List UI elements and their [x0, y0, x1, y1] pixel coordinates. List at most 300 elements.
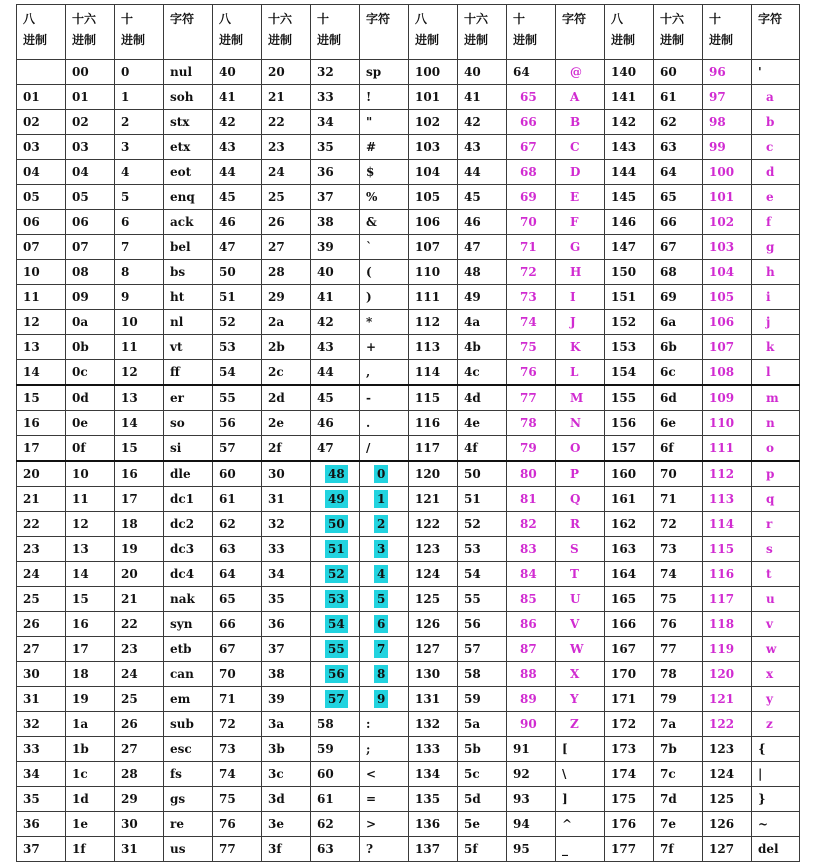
cell-decimal-g1: 0	[115, 60, 164, 85]
cell-char-g3: @	[556, 60, 605, 85]
cell-octal-g3: 110	[409, 260, 458, 285]
cell-hex-g3: 41	[458, 85, 507, 110]
cell-decimal-g3: 82	[507, 512, 556, 537]
cell-decimal-g3: 75	[507, 335, 556, 360]
cell-hex-g4: 66	[654, 210, 703, 235]
cell-hex-g1: 10	[66, 461, 115, 487]
cell-hex-g1: 08	[66, 260, 115, 285]
cell-hex-g3: 57	[458, 637, 507, 662]
cell-char-g2: 6	[360, 612, 409, 637]
cell-hex-g4: 6d	[654, 385, 703, 411]
header-char-4: 字符	[752, 5, 800, 60]
cell-char-g1: nak	[164, 587, 213, 612]
cell-char-g1: re	[164, 812, 213, 837]
cell-octal-g3: 126	[409, 612, 458, 637]
cell-decimal-g2: 50	[311, 512, 360, 537]
cell-char-g1: fs	[164, 762, 213, 787]
cell-octal-g3: 113	[409, 335, 458, 360]
cell-decimal-g4: 113	[703, 487, 752, 512]
cell-decimal-g2: 51	[311, 537, 360, 562]
cell-hex-g2: 3f	[262, 837, 311, 862]
cell-char-g2: ,	[360, 360, 409, 386]
cell-octal-g1: 21	[17, 487, 66, 512]
cell-char-g1: esc	[164, 737, 213, 762]
cell-char-g2: >	[360, 812, 409, 837]
table-row	[17, 110, 800, 135]
table-row	[17, 662, 800, 687]
cell-hex-g1: 02	[66, 110, 115, 135]
cell-octal-g2: 61	[213, 487, 262, 512]
cell-decimal-g3: 89	[507, 687, 556, 712]
cell-decimal-g1: 5	[115, 185, 164, 210]
cell-octal-g1: 01	[17, 85, 66, 110]
cell-octal-g3: 111	[409, 285, 458, 310]
table-body	[17, 60, 800, 862]
cell-hex-g2: 32	[262, 512, 311, 537]
cell-decimal-g4: 114	[703, 512, 752, 537]
cell-hex-g2: 2a	[262, 310, 311, 335]
cell-char-g3: F	[556, 210, 605, 235]
cell-char-g4: c	[752, 135, 800, 160]
table-row	[17, 712, 800, 737]
cell-octal-g3: 102	[409, 110, 458, 135]
cell-char-g4: t	[752, 562, 800, 587]
cell-hex-g1: 15	[66, 587, 115, 612]
cell-decimal-g4: 99	[703, 135, 752, 160]
cell-char-g2: 7	[360, 637, 409, 662]
cell-decimal-g3: 79	[507, 436, 556, 462]
cell-decimal-g2: 54	[311, 612, 360, 637]
cell-octal-g1: 26	[17, 612, 66, 637]
cell-octal-g1: 33	[17, 737, 66, 762]
cell-hex-g3: 4b	[458, 335, 507, 360]
cell-decimal-g4: 126	[703, 812, 752, 837]
cell-hex-g2: 22	[262, 110, 311, 135]
cell-octal-g1: 20	[17, 461, 66, 487]
cell-hex-g4: 62	[654, 110, 703, 135]
cell-octal-g4: 155	[605, 385, 654, 411]
cell-octal-g3: 135	[409, 787, 458, 812]
cell-octal-g3: 117	[409, 436, 458, 462]
cell-hex-g2: 3b	[262, 737, 311, 762]
cell-decimal-g1: 2	[115, 110, 164, 135]
cell-decimal-g4: 103	[703, 235, 752, 260]
cell-octal-g2: 72	[213, 712, 262, 737]
cell-decimal-g1: 14	[115, 411, 164, 436]
cell-decimal-g2: 43	[311, 335, 360, 360]
cell-decimal-g1: 4	[115, 160, 164, 185]
cell-decimal-g1: 20	[115, 562, 164, 587]
cell-hex-g2: 20	[262, 60, 311, 85]
cell-decimal-g3: 91	[507, 737, 556, 762]
cell-hex-g1: 00	[66, 60, 115, 85]
cell-char-g2: &	[360, 210, 409, 235]
cell-octal-g1: 13	[17, 335, 66, 360]
cell-octal-g2: 46	[213, 210, 262, 235]
cell-hex-g4: 6b	[654, 335, 703, 360]
cell-char-g4: p	[752, 461, 800, 487]
cell-hex-g4: 71	[654, 487, 703, 512]
cell-decimal-g1: 13	[115, 385, 164, 411]
header-decimal-1: 十 进制	[115, 5, 164, 60]
cell-char-g3: E	[556, 185, 605, 210]
cell-hex-g4: 67	[654, 235, 703, 260]
cell-decimal-g3: 83	[507, 537, 556, 562]
cell-octal-g2: 57	[213, 436, 262, 462]
cell-decimal-g2: 58	[311, 712, 360, 737]
cell-octal-g3: 107	[409, 235, 458, 260]
cell-hex-g2: 23	[262, 135, 311, 160]
cell-octal-g3: 137	[409, 837, 458, 862]
cell-hex-g1: 01	[66, 85, 115, 110]
cell-char-g1: vt	[164, 335, 213, 360]
cell-decimal-g2: 55	[311, 637, 360, 662]
cell-char-g3: ^	[556, 812, 605, 837]
cell-char-g1: stx	[164, 110, 213, 135]
cell-decimal-g2: 41	[311, 285, 360, 310]
cell-hex-g1: 1b	[66, 737, 115, 762]
cell-char-g3: T	[556, 562, 605, 587]
cell-hex-g4: 72	[654, 512, 703, 537]
table-row	[17, 461, 800, 487]
header-octal-3: 八 进制	[409, 5, 458, 60]
header-octal-4: 八 进制	[605, 5, 654, 60]
header-hex-4: 十六 进制	[654, 5, 703, 60]
cell-char-g3: _	[556, 837, 605, 862]
cell-octal-g4: 161	[605, 487, 654, 512]
header-hex-1: 十六 进制	[66, 5, 115, 60]
cell-decimal-g4: 119	[703, 637, 752, 662]
cell-hex-g1: 12	[66, 512, 115, 537]
table-row	[17, 210, 800, 235]
cell-hex-g3: 40	[458, 60, 507, 85]
table-row	[17, 436, 800, 462]
cell-decimal-g2: 39	[311, 235, 360, 260]
cell-octal-g1: 35	[17, 787, 66, 812]
cell-char-g4: y	[752, 687, 800, 712]
cell-decimal-g4: 102	[703, 210, 752, 235]
cell-decimal-g1: 23	[115, 637, 164, 662]
cell-octal-g3: 122	[409, 512, 458, 537]
cell-char-g4: w	[752, 637, 800, 662]
cell-char-g1: etb	[164, 637, 213, 662]
cell-decimal-g1: 3	[115, 135, 164, 160]
cell-hex-g1: 07	[66, 235, 115, 260]
cell-octal-g1	[17, 60, 66, 85]
cell-hex-g3: 4e	[458, 411, 507, 436]
cell-char-g2: `	[360, 235, 409, 260]
cell-hex-g3: 45	[458, 185, 507, 210]
cell-char-g2: )	[360, 285, 409, 310]
cell-char-g2: /	[360, 436, 409, 462]
cell-char-g1: si	[164, 436, 213, 462]
cell-decimal-g3: 94	[507, 812, 556, 837]
cell-hex-g3: 51	[458, 487, 507, 512]
table-row	[17, 360, 800, 386]
cell-decimal-g4: 108	[703, 360, 752, 386]
cell-hex-g3: 43	[458, 135, 507, 160]
cell-octal-g3: 114	[409, 360, 458, 386]
cell-char-g3: D	[556, 160, 605, 185]
table-row	[17, 512, 800, 537]
cell-octal-g4: 172	[605, 712, 654, 737]
cell-octal-g2: 71	[213, 687, 262, 712]
cell-char-g2: 5	[360, 587, 409, 612]
cell-hex-g1: 06	[66, 210, 115, 235]
cell-hex-g1: 0c	[66, 360, 115, 386]
cell-octal-g1: 34	[17, 762, 66, 787]
cell-decimal-g3: 66	[507, 110, 556, 135]
cell-octal-g2: 50	[213, 260, 262, 285]
cell-hex-g3: 53	[458, 537, 507, 562]
cell-hex-g1: 14	[66, 562, 115, 587]
cell-decimal-g2: 33	[311, 85, 360, 110]
cell-octal-g4: 162	[605, 512, 654, 537]
cell-hex-g2: 36	[262, 612, 311, 637]
cell-octal-g4: 140	[605, 60, 654, 85]
cell-decimal-g1: 26	[115, 712, 164, 737]
cell-hex-g2: 21	[262, 85, 311, 110]
cell-decimal-g4: 105	[703, 285, 752, 310]
cell-char-g4: k	[752, 335, 800, 360]
cell-hex-g1: 13	[66, 537, 115, 562]
cell-char-g1: enq	[164, 185, 213, 210]
table-row	[17, 235, 800, 260]
cell-char-g1: nul	[164, 60, 213, 85]
cell-octal-g2: 75	[213, 787, 262, 812]
cell-decimal-g3: 71	[507, 235, 556, 260]
cell-decimal-g3: 77	[507, 385, 556, 411]
cell-decimal-g3: 69	[507, 185, 556, 210]
cell-decimal-g2: 32	[311, 60, 360, 85]
cell-hex-g1: 19	[66, 687, 115, 712]
cell-decimal-g2: 53	[311, 587, 360, 612]
cell-decimal-g2: 37	[311, 185, 360, 210]
cell-char-g3: R	[556, 512, 605, 537]
header-char-3: 字符	[556, 5, 605, 60]
cell-hex-g3: 4c	[458, 360, 507, 386]
cell-char-g4: q	[752, 487, 800, 512]
cell-octal-g2: 54	[213, 360, 262, 386]
cell-decimal-g3: 72	[507, 260, 556, 285]
cell-char-g1: dc3	[164, 537, 213, 562]
cell-hex-g4: 76	[654, 612, 703, 637]
cell-char-g2: ?	[360, 837, 409, 862]
cell-decimal-g4: 117	[703, 587, 752, 612]
cell-octal-g1: 32	[17, 712, 66, 737]
cell-decimal-g4: 104	[703, 260, 752, 285]
cell-hex-g3: 50	[458, 461, 507, 487]
cell-octal-g2: 77	[213, 837, 262, 862]
cell-decimal-g3: 76	[507, 360, 556, 386]
cell-octal-g3: 123	[409, 537, 458, 562]
cell-char-g3: Z	[556, 712, 605, 737]
table-row	[17, 260, 800, 285]
cell-octal-g3: 133	[409, 737, 458, 762]
cell-char-g1: gs	[164, 787, 213, 812]
cell-hex-g4: 74	[654, 562, 703, 587]
cell-char-g3: \	[556, 762, 605, 787]
cell-hex-g1: 0d	[66, 385, 115, 411]
cell-char-g4: d	[752, 160, 800, 185]
cell-hex-g4: 7f	[654, 837, 703, 862]
cell-octal-g2: 65	[213, 587, 262, 612]
cell-hex-g4: 7b	[654, 737, 703, 762]
cell-octal-g2: 67	[213, 637, 262, 662]
cell-decimal-g2: 44	[311, 360, 360, 386]
header-decimal-3: 十 进制	[507, 5, 556, 60]
table-row	[17, 185, 800, 210]
cell-hex-g1: 03	[66, 135, 115, 160]
cell-char-g2: 1	[360, 487, 409, 512]
cell-char-g1: syn	[164, 612, 213, 637]
cell-decimal-g3: 80	[507, 461, 556, 487]
cell-decimal-g4: 123	[703, 737, 752, 762]
cell-decimal-g1: 11	[115, 335, 164, 360]
cell-decimal-g4: 122	[703, 712, 752, 737]
cell-hex-g3: 42	[458, 110, 507, 135]
cell-decimal-g2: 48	[311, 461, 360, 487]
cell-char-g1: bel	[164, 235, 213, 260]
cell-hex-g4: 78	[654, 662, 703, 687]
cell-octal-g1: 30	[17, 662, 66, 687]
cell-decimal-g4: 111	[703, 436, 752, 462]
cell-decimal-g4: 106	[703, 310, 752, 335]
cell-decimal-g1: 12	[115, 360, 164, 386]
cell-octal-g2: 74	[213, 762, 262, 787]
cell-octal-g1: 37	[17, 837, 66, 862]
cell-decimal-g3: 65	[507, 85, 556, 110]
table-row	[17, 335, 800, 360]
cell-octal-g4: 141	[605, 85, 654, 110]
cell-char-g4: n	[752, 411, 800, 436]
cell-octal-g1: 05	[17, 185, 66, 210]
table-row	[17, 562, 800, 587]
cell-octal-g1: 24	[17, 562, 66, 587]
cell-char-g4: }	[752, 787, 800, 812]
cell-char-g1: so	[164, 411, 213, 436]
cell-decimal-g3: 92	[507, 762, 556, 787]
cell-char-g2: $	[360, 160, 409, 185]
cell-decimal-g1: 30	[115, 812, 164, 837]
cell-char-g2: %	[360, 185, 409, 210]
cell-decimal-g2: 56	[311, 662, 360, 687]
cell-hex-g3: 44	[458, 160, 507, 185]
cell-char-g1: can	[164, 662, 213, 687]
cell-octal-g2: 41	[213, 85, 262, 110]
cell-octal-g2: 40	[213, 60, 262, 85]
cell-octal-g2: 45	[213, 185, 262, 210]
cell-octal-g3: 120	[409, 461, 458, 487]
cell-octal-g4: 171	[605, 687, 654, 712]
cell-decimal-g2: 59	[311, 737, 360, 762]
cell-decimal-g4: 97	[703, 85, 752, 110]
cell-decimal-g1: 27	[115, 737, 164, 762]
cell-octal-g2: 76	[213, 812, 262, 837]
cell-char-g2: !	[360, 85, 409, 110]
cell-hex-g3: 54	[458, 562, 507, 587]
cell-char-g4: i	[752, 285, 800, 310]
cell-char-g4: j	[752, 310, 800, 335]
cell-decimal-g2: 47	[311, 436, 360, 462]
cell-char-g3: G	[556, 235, 605, 260]
cell-hex-g4: 7a	[654, 712, 703, 737]
table-row	[17, 687, 800, 712]
cell-hex-g2: 34	[262, 562, 311, 587]
cell-hex-g3: 52	[458, 512, 507, 537]
cell-hex-g2: 3d	[262, 787, 311, 812]
cell-decimal-g2: 57	[311, 687, 360, 712]
cell-octal-g1: 15	[17, 385, 66, 411]
cell-octal-g3: 136	[409, 812, 458, 837]
cell-decimal-g4: 121	[703, 687, 752, 712]
cell-decimal-g3: 87	[507, 637, 556, 662]
cell-char-g3: J	[556, 310, 605, 335]
cell-decimal-g1: 15	[115, 436, 164, 462]
cell-char-g4: g	[752, 235, 800, 260]
cell-char-g1: dle	[164, 461, 213, 487]
cell-hex-g4: 79	[654, 687, 703, 712]
cell-char-g1: us	[164, 837, 213, 862]
cell-octal-g3: 121	[409, 487, 458, 512]
cell-char-g3: Q	[556, 487, 605, 512]
cell-char-g2: 8	[360, 662, 409, 687]
cell-hex-g4: 70	[654, 461, 703, 487]
cell-hex-g4: 65	[654, 185, 703, 210]
cell-octal-g2: 62	[213, 512, 262, 537]
cell-char-g4: a	[752, 85, 800, 110]
cell-hex-g4: 75	[654, 587, 703, 612]
cell-octal-g4: 150	[605, 260, 654, 285]
cell-char-g4: x	[752, 662, 800, 687]
cell-char-g3: P	[556, 461, 605, 487]
cell-octal-g3: 115	[409, 385, 458, 411]
cell-char-g3: ]	[556, 787, 605, 812]
cell-char-g3: W	[556, 637, 605, 662]
cell-octal-g4: 143	[605, 135, 654, 160]
cell-char-g2: =	[360, 787, 409, 812]
cell-hex-g1: 16	[66, 612, 115, 637]
cell-hex-g2: 37	[262, 637, 311, 662]
cell-decimal-g3: 86	[507, 612, 556, 637]
cell-octal-g3: 125	[409, 587, 458, 612]
cell-char-g4: o	[752, 436, 800, 462]
cell-octal-g3: 112	[409, 310, 458, 335]
cell-decimal-g2: 52	[311, 562, 360, 587]
cell-octal-g4: 177	[605, 837, 654, 862]
table-row	[17, 737, 800, 762]
cell-decimal-g2: 36	[311, 160, 360, 185]
cell-decimal-g3: 93	[507, 787, 556, 812]
cell-char-g2: #	[360, 135, 409, 160]
cell-char-g1: soh	[164, 85, 213, 110]
cell-hex-g4: 68	[654, 260, 703, 285]
cell-octal-g1: 10	[17, 260, 66, 285]
cell-hex-g2: 3e	[262, 812, 311, 837]
cell-char-g2: 0	[360, 461, 409, 487]
cell-char-g1: ff	[164, 360, 213, 386]
cell-char-g2: 2	[360, 512, 409, 537]
cell-octal-g4: 166	[605, 612, 654, 637]
cell-decimal-g4: 118	[703, 612, 752, 637]
cell-octal-g1: 16	[17, 411, 66, 436]
cell-hex-g2: 2e	[262, 411, 311, 436]
cell-decimal-g3: 81	[507, 487, 556, 512]
cell-hex-g2: 30	[262, 461, 311, 487]
cell-char-g2: <	[360, 762, 409, 787]
cell-char-g4: f	[752, 210, 800, 235]
cell-decimal-g4: 96	[703, 60, 752, 85]
